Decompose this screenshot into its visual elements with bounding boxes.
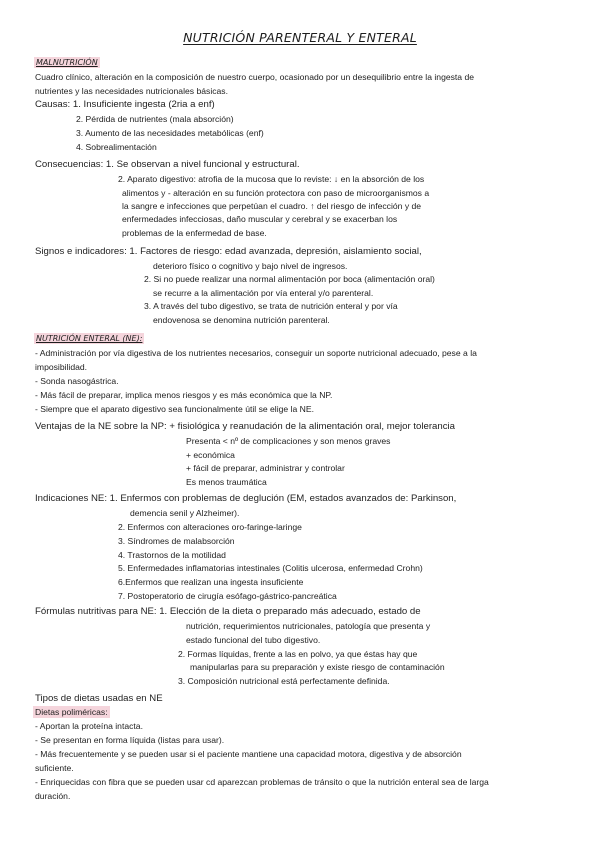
indicaciones-line: 6.Enfermos que realizan una ingesta insuficiente [118,577,304,587]
enteral-point: imposibilidad. [35,362,88,372]
signos-line: Signos e indicadores: 1. Factores de riesgo: edad avanzada, depresión, aislamiento social, [35,246,422,257]
section-heading-enteral: NUTRICIÓN ENTERAL (NE): [36,334,143,343]
formulas-line: nutrición, requerimientos nutricionales, patología que presenta y [186,621,431,631]
causa-item: 3. Aumento de las necesidades metabólicas (enf) [76,128,264,138]
enteral-point: - Sonda nasogástrica. [35,376,119,386]
causas-label: Causas: 1. Insuficiente ingesta (2ria a enf) [35,99,215,110]
consecuencias-line: Consecuencias: 1. Se observan a nivel funcional y estructural. [35,159,300,170]
enteral-point: - Más fácil de preparar, implica menos riesgos y es más económica que la NP. [35,390,333,400]
ventajas-line: Es menos traumática [186,477,267,487]
consecuencias-line: problemas de la enfermedad de base. [122,228,267,238]
signos-line: endovenosa se denomina nutrición parenteral. [153,315,330,325]
causa-item: 4. Sobrealimentación [76,142,157,152]
definition-line: Cuadro clínico, alteración en la composición de nuestro cuerpo, ocasionado por un desequilibrio entre la ingesta de [35,72,475,82]
indicaciones-line: 4. Trastornos de la motilidad [118,550,226,560]
formulas-line: manipularlas para su preparación y existe riesgo de contaminación [190,662,445,672]
dieta-point: - Se presentan en forma líquida (listas para usar). [35,735,225,745]
dieta-point: - Más frecuentemente y se pueden usar si el paciente mantiene una capacidad motora, digestiva y de absorción [35,749,462,759]
dietas-subheading: Dietas poliméricas: [35,707,108,717]
indicaciones-line: Indicaciones NE: 1. Enfermos con problemas de deglución (EM, estados avanzados de: Parkinson, [35,493,457,504]
indicaciones-line: 2. Enfermos con alteraciones oro-faringe-laringe [118,522,302,532]
signos-line: deterioro físico o cognitivo y bajo nivel de ingresos. [153,261,348,271]
consecuencias-line: alimentos y - alteración en su función protectora con paso de microorganismos a [122,188,430,198]
dieta-point: - Aportan la proteína intacta. [35,721,143,731]
enteral-point: - Siempre que el aparato digestivo sea funcionalmente útil se elige la NE. [35,404,314,414]
section-heading-malnutricion: MALNUTRICIÓN [36,58,98,67]
consecuencias-line: enfermedades infecciosas, daño muscular y cerebral y se exacerban los [122,214,398,224]
dietas-title: Tipos de dietas usadas en NE [35,693,163,704]
formulas-line: estado funcional del tubo digestivo. [186,635,321,645]
indicaciones-line: 5. Enfermedades inflamatorias intestinales (Colitis ulcerosa, enfermedad Crohn) [118,563,423,573]
indicaciones-line: demencia senil y Alzheimer). [130,508,240,518]
formulas-line: 3. Composición nutricional está perfectamente definida. [178,676,390,686]
definition-line: nutrientes y las necesidades nutricionales básicas. [35,86,228,96]
signos-line: se recurre a la alimentación por vía enteral y/o parenteral. [153,288,374,298]
ventajas-line: + económica [186,450,235,460]
page-title [0,30,600,45]
ventajas-line: Ventajas de la NE sobre la NP: + fisiológica y reanudación de la alimentación oral, mejor tolerancia [35,421,455,432]
causa-item: 2. Pérdida de nutrientes (mala absorción) [76,114,234,124]
signos-line: 3. A través del tubo digestivo, se trata de nutrición enteral y por vía [144,301,398,311]
dieta-point: duración. [35,791,71,801]
ventajas-line: Presenta < nº de complicaciones y son menos graves [186,436,391,446]
enteral-point: - Administración por vía digestiva de los nutrientes necesarios, conseguir un soporte nutricional adecuado, pese a la [35,348,477,358]
indicaciones-line: 7. Postoperatorio de cirugía esófago-gástrico-pancreática [118,591,337,601]
signos-line: 2. Si no puede realizar una normal alimentación por boca (alimentación oral) [144,274,435,284]
formulas-line: Fórmulas nutritivas para NE: 1. Elección de la dieta o preparado más adecuado, estado de [35,606,421,617]
dieta-point: suficiente. [35,763,74,773]
ventajas-line: + fácil de preparar, administrar y controlar [186,463,345,473]
consecuencias-line: 2. Aparato digestivo: atrofia de la mucosa que lo reviste: ↓ en la absorción de los [118,174,425,184]
indicaciones-line: 3. Síndromes de malabsorción [118,536,235,546]
dieta-point: - Enriquecidas con fibra que se pueden usar cd aparezcan problemas de tránsito o que la nutrición enteral sea de larga [35,777,489,787]
consecuencias-line: la sangre e infecciones que perpetúan el cuadro. ↑ del riesgo de infección y de [122,201,422,211]
page-title-text: NUTRICIÓN PARENTERAL Y ENTERAL [183,30,417,45]
formulas-line: 2. Formas líquidas, frente a las en polvo, ya que éstas hay que [178,649,418,659]
